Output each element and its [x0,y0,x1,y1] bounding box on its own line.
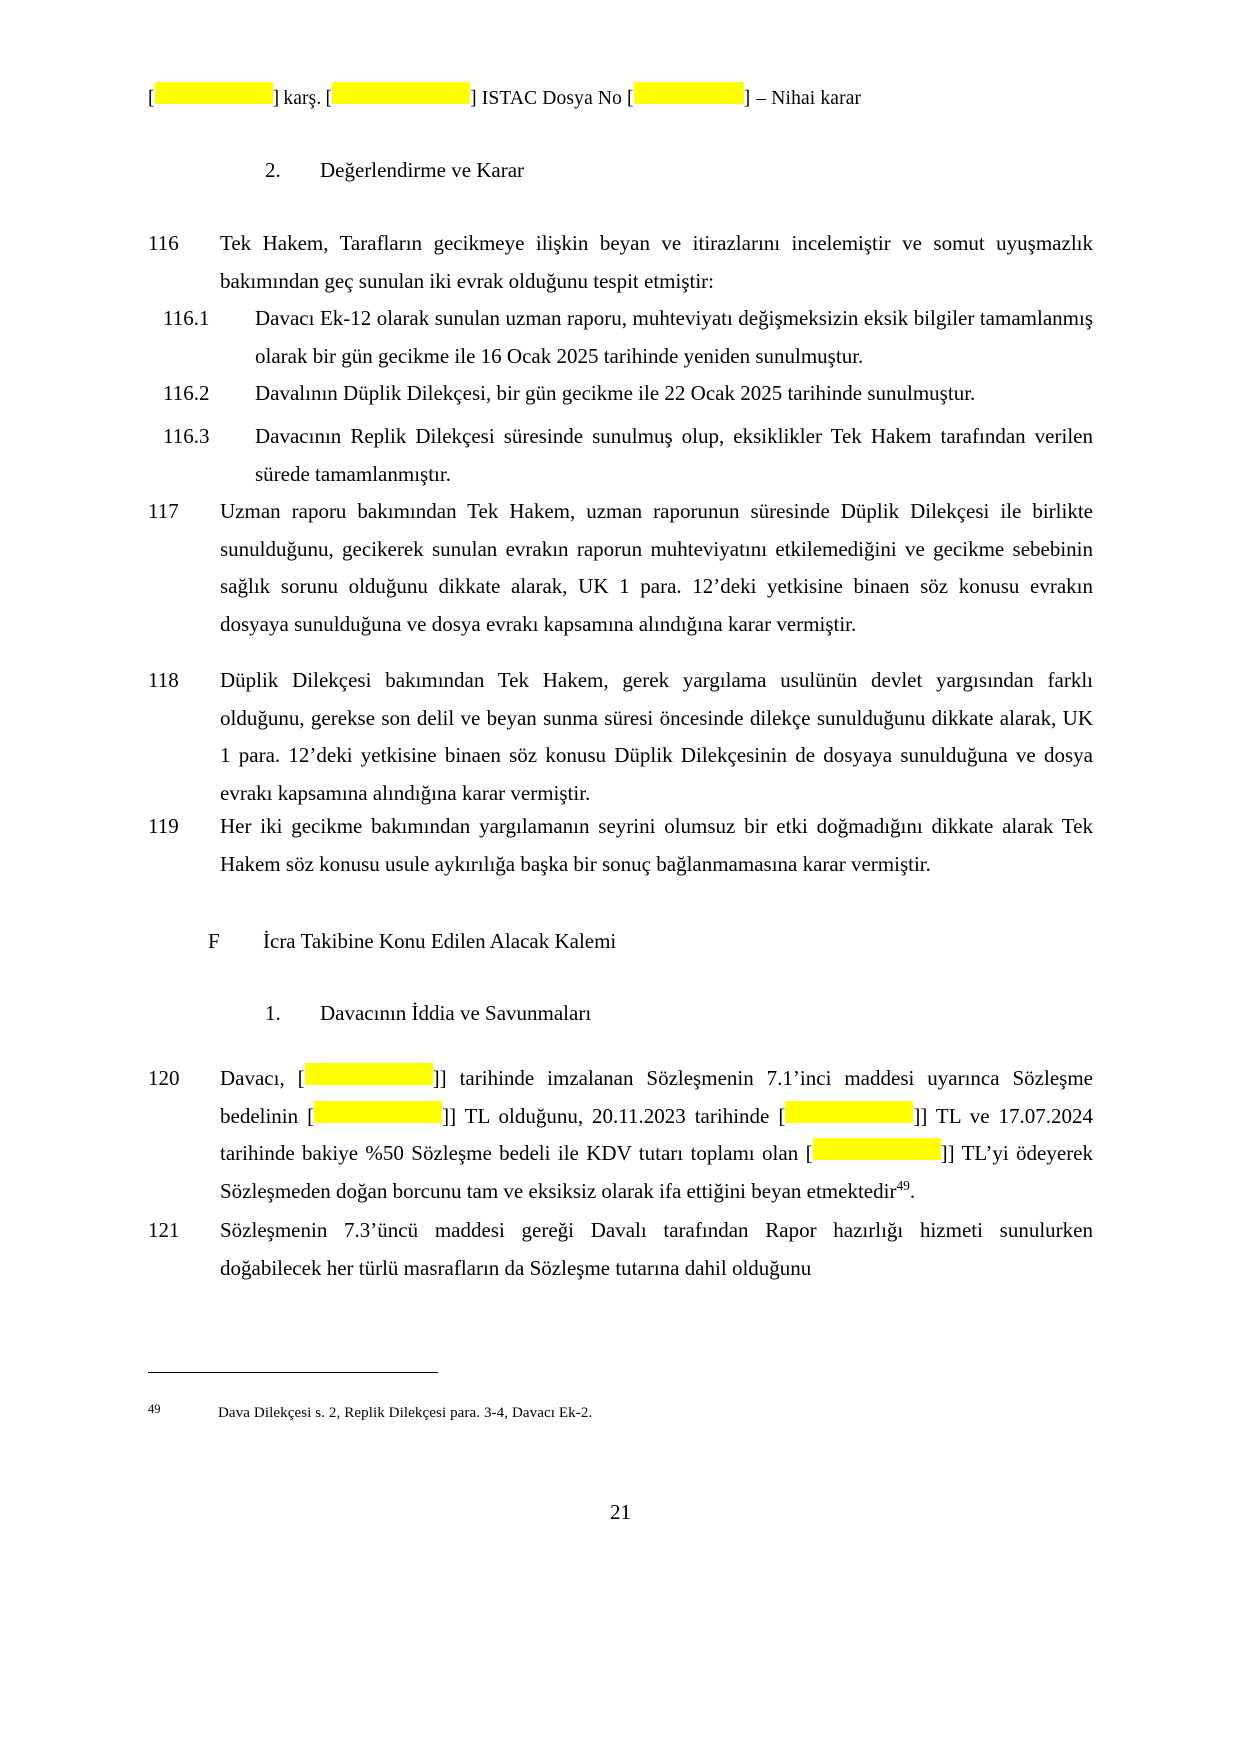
paragraph-116-1-number: 116.1 [163,306,210,330]
paragraph-120-number-wrap [148,1060,220,1098]
header-bracket-close-1: ] [272,88,280,109]
footnote-separator [148,1372,438,1373]
subsection-heading-1-number: 1. [265,1001,281,1025]
page-number: 21 [610,1500,631,1524]
paragraph-119-number: 119 [148,814,179,838]
paragraph-120 [148,1060,1093,1210]
paragraph-116 [148,225,1093,300]
header-bracket-open-3: [ [627,88,634,109]
p120-bracket-close-2: ] [442,1103,450,1128]
section-heading-2-number: 2. [265,158,281,182]
paragraph-120-seg-3: ] TL olduğunu, 20.11.2023 tarihinde [449,1103,779,1128]
section-heading-2 [265,158,1095,183]
section-heading-f-title: İcra Takibine Konu Edilen Alacak Kalemi [263,929,617,953]
header-karsi-label: karş. [283,88,322,109]
paragraph-120-seg-2: ] tarihinde imzalanan Sözleşmenin 7.1’inci maddesi uyarınca Sözleşme bedelinin [220,1066,1093,1128]
paragraph-120-seg-1: Davacı, [220,1066,298,1090]
paragraph-116-3-text: Davacının Replik Dilekçesi süresinde sunulmuş olup, eksiklikler Tek Hakem tarafından verilen sürede tamamlanmıştır. [255,424,1093,486]
paragraph-116-1-text: Davacı Ek-12 olarak sunulan uzman raporu, muhteviyatı değişmeksizin eksik bilgiler tamamlanmış olarak bir gün gecikme ile 16 Ocak 2025 tarihinde yeniden sunulmuştur. [255,306,1093,368]
paragraph-116-text: Tek Hakem, Tarafların gecikmeye ilişkin beyan ve itirazlarını incelemiştir ve somut uyuşmazlık bakımından geç sunulan iki evrak olduğunu tespit etmiştir: [220,231,1093,293]
header-bracket-close-2: ] [470,88,477,109]
redaction-contract-date [305,1063,433,1085]
p120-bracket-close-1: ] [432,1066,440,1090]
p120-bracket-open-1: [ [297,1066,305,1090]
redaction-case-no [634,82,744,104]
paragraph-121-text: Sözleşmenin 7.3’üncü maddesi gereği Davalı tarafından Rapor hazırlığı hizmeti sunulurken doğabilecek her türlü masrafların da Sözleşme tutarına dahil olduğunu [220,1218,1093,1280]
p120-bracket-close-3: ] [913,1103,921,1128]
paragraph-118 [148,662,1093,812]
header-bracket-close-3: ] [743,88,751,109]
header-nihai-label: – Nihai karar [756,88,862,109]
redaction-payment-1 [785,1101,913,1123]
paragraph-120-seg-end: . [909,1178,916,1203]
footnote-49 [148,1404,1048,1424]
subsection-heading-1 [265,1000,1095,1026]
header-istac-label: ISTAC Dosya No [481,88,623,109]
paragraph-116-3 [163,418,1093,493]
section-heading-2-title: Değerlendirme ve Karar [320,158,525,182]
redaction-respondent [332,82,470,104]
paragraph-116-2-text: Davalının Düplik Dilekçesi, bir gün gecikme ile 22 Ocak 2025 tarihinde sunulmuştur. [255,381,976,405]
p120-bracket-open-2: [ [307,1103,315,1128]
paragraph-120-number: 120 [148,1066,180,1090]
paragraph-116-2-number: 116.2 [163,381,210,405]
p120-bracket-open-3: [ [778,1103,786,1128]
paragraph-116-3-number: 116.3 [163,424,210,448]
redaction-claimant [155,82,273,104]
paragraph-121 [148,1212,1093,1287]
section-heading-f-label: F [208,929,220,953]
paragraph-120-seg-5: ] TL’yi ödeyerek Sözleşmeden doğan borcunu tam ve eksiksiz olarak ifa ettiğini beyan etmektedir [220,1141,1094,1203]
paragraph-116-2 [163,375,1093,413]
page-header [148,82,1108,110]
subsection-heading-1-title: Davacının İddia ve Savunmaları [320,1001,592,1025]
paragraph-116-number: 116 [148,231,179,255]
paragraph-119-text: Her iki gecikme bakımından yargılamanın seyrini olumsuz bir etki doğmadığını dikkate alarak Tek Hakem söz konusu usule aykırılığa başka bir sonuç bağlanmamasına karar vermiştir. [220,814,1093,876]
paragraph-121-number: 121 [148,1218,180,1242]
paragraph-117-number: 117 [148,499,179,523]
paragraph-117-text: Uzman raporu bakımından Tek Hakem, uzman raporunun süresinde Düplik Dilekçesi ile birlikte sunulduğunu, gecikerek sunulan evrakın raporun muhteviyatını etkilemediğini ve gecikme sebebinin sağlık sorunu olduğunu dikkate alarak, UK 1 para. 12’deki yetkisine binaen söz konusu evrakın dosyaya sunulduğuna ve dosya evrakı kapsamına alındığına karar vermiştir. [220,499,1093,636]
p120-bracket-open-4: [ [805,1141,813,1165]
redaction-contract-amount [314,1101,442,1123]
section-heading-f [208,928,1093,954]
paragraph-116-1 [163,300,1093,375]
header-bracket-open-1: [ [148,88,155,109]
paragraph-119 [148,808,1093,883]
footnote-49-number: 49 [148,1402,161,1416]
footnote-marker-49[interactable]: 49 [896,1177,910,1193]
p120-bracket-close-4: ] [940,1141,948,1165]
redaction-payment-2 [813,1138,941,1160]
paragraph-118-number: 118 [148,668,179,692]
paragraph-118-text: Düplik Dilekçesi bakımından Tek Hakem, gerek yargılama usulünün devlet yargısından farklı olduğunu, gerekse son delil ve beyan sunma süresi öncesinde dilekçe sunulduğunu dikkate alarak, UK 1 para. 12’deki yetkisine binaen söz konusu Düplik Dilekçesinin de dosyaya sunulduğuna ve dosya evrakı kapsamına alındığına karar vermiştir. [220,668,1093,805]
header-bracket-open-2: [ [325,88,333,109]
paragraph-117 [148,493,1093,643]
footnote-49-text: Dava Dilekçesi s. 2, Replik Dilekçesi para. 3-4, Davacı Ek-2. [218,1405,593,1421]
paragraph-120-text [220,1060,1093,1210]
paragraph-120-seg-4: ] TL ve 17.07.2024 tarihinde bakiye %50 Sözleşme bedeli ile KDV tutarı toplamı olan [220,1103,1094,1165]
